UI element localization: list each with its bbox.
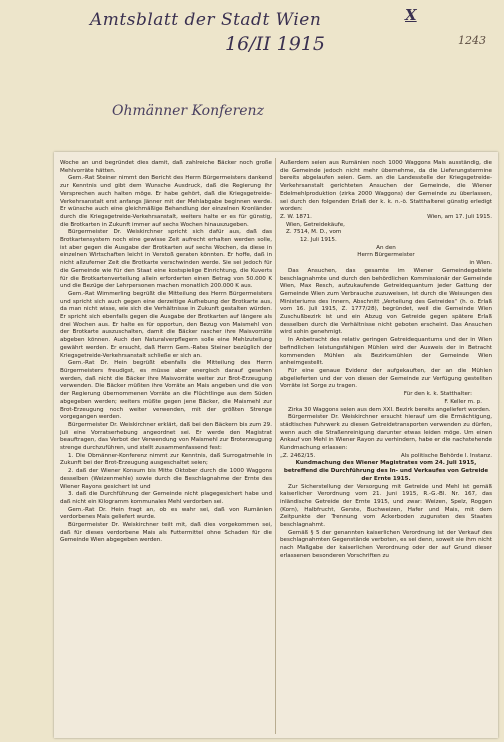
- paragraph: Bürgermeister Dr. Weiskirchner teilt mit, daß dies vorgekommen sei, daß für dieses verdorbene Mais als Futtermittel ohne Schaden für die Gemeinde Wien abgegeben werden.: [60, 522, 272, 544]
- paragraph: Für eine genaue Evidenz der aufgekauften, der an die Mühlen abgelieferten und der von diesen der Gemeinde zur Verfügung gestellten Vorräte ist Sorge zu tragen.: [280, 367, 492, 390]
- paragraph: Woche an und begründet dies damit, daß zahlreiche Bäcker noch große Mehlvorräte hätten.: [60, 160, 272, 174]
- signature-line: Für den k. k. Statthalter:: [403, 391, 472, 398]
- paragraph: Zirka 30 Waggons seien aus dem XXI. Bezirk bereits angeliefert worden.: [288, 406, 491, 413]
- paragraph: Gemäß § 5 der genannten kaiserlichen Verordnung ist der Verkauf des beschlagnahmten Gegenstände verboten, es sei denn, soweit sie ihm nicht nach Maßgabe der kaiserlichen Verordnung oder der auf Grund dieser erlassenen besonderen Vorschriften zu: [280, 529, 492, 559]
- paragraph: Bürgermeister Dr. Weiskirchner erklärt, daß bei den Bäckern bis zum 29. Juli eine Vorratserhebung angeordnet sei. Er werde den Magistrat beauftragen, das Verbot der Verwendung von Maismehl zur Broterzeugung strenge durchzuführen, und stellt zusammenfassend fest:: [60, 421, 272, 452]
- decree-reference-line: [280, 214, 492, 222]
- paragraph: 3. daß die Durchführung der Gemeinde nicht plagegesichert habe und daß nicht ein Kilogramm kommunales Mehl verdorben sei.: [60, 491, 272, 505]
- decree-heading: Wien, Getreidekäufe,: [286, 221, 345, 228]
- decree-number: Z. W. 1871.: [280, 213, 312, 220]
- decree-heading: 12. Juli 1915.: [300, 237, 337, 244]
- column-divider: [275, 158, 276, 734]
- handwritten-subtitle: Ohmänner Konferenz: [112, 103, 264, 119]
- proclamation-title: Kundmachung des Wiener Magistrates vom 24. Juli 1915, betreffend die Durchführung des In- und Verkaufes von Getreide der Ernte 1915.: [283, 460, 489, 482]
- handwritten-roman-numeral: X: [405, 6, 417, 24]
- decree-reference-line: [280, 453, 492, 461]
- handwritten-date: 16/II 1915: [225, 33, 325, 55]
- paragraph: Außerdem seien aus Rumänien noch 1000 Waggons Mais ausständig, die die Gemeinde jedoch nicht mehr übernehme, da die Lieferungstermine bereits abgelaufen seien. Gem. an die Landesstelle der Kriegsgetreide-Verkehrsanstalt gerichteten Ansuchen der Gemeinde, die Wiener Edelmehlproduktion (zirka 2000 Waggons) der Gemeinde zu überlassen, sei durch den folgenden Erlaß der k. k. n.-ö. Statthalterei günstig erledigt worden:: [280, 160, 492, 213]
- paragraph: Bürgermeister Dr. Weiskirchner spricht sich dafür aus, daß das Brotkartensystem noch eine gewisse Zeit aufrecht erhalten werden solle, ist aber gegen die Ausgabe der Brotkarten auf sechs Wochen, da diese in einzelnen Wirtschaften leicht in Verstoß geraten könnten. Er hoffe, daß in nicht allzuferner Zeit die Brotkarte verschwinden werde. Sie sei jedoch für die Gemeinde wie für den Staat eine kostspielige Einrichtung, die Kuverts für die Brotkartenverteilung allein erforderten einen Betrag von 50.000 K und die Bezüge der Lehrpersonen machen monatlich 200.000 K aus.: [60, 229, 272, 290]
- addressee: in Wien.: [469, 260, 492, 267]
- decree-authority: Als politische Behörde I. Instanz.: [400, 452, 492, 459]
- paragraph: In Anbetracht des relativ geringen Getreidequantums und der in Wien befindlichen leistungsfähigen Mühlen wird der Ausweis der in Betracht kommenden Mühlen als Bezirksmühlen der Gemeinde Wien anheimgestellt.: [280, 337, 492, 367]
- paragraph: Gem.-Rat Dr. Hein begrüßt ebenfalls die Mitteilung des Herrn Bürgermeisters freudigst, es müsse aber energisch darauf gesehen werden, daß nicht die Bäcker ihre Maisvorräte weiter zur Brot-Erzeugung verwenden. Die Bäcker müßten ihre Vorräte an Mais angeben und die von der Regierung übernommenen Vorräte an die Flüchtlinge aus dem Süden abgegeben werden; weiters müßte gegen jene Bäcker, die Maismehl zur Brot-Erzeugung noch weiter verwenden, mit der größten Strenge vorgegangen werden.: [60, 360, 272, 421]
- decree-number: „Z. 2462/15.: [280, 452, 316, 459]
- handwritten-page-ref: 1243: [458, 34, 486, 47]
- paragraph: 2. daß der Wiener Konsum bis Mitte Oktober durch die 1000 Waggons desselben (Weizenmehle) sowie durch die Beschlagnahme der Ernte des Wiener Rayons gesichert ist und: [60, 468, 272, 490]
- left-text-column: [60, 160, 272, 732]
- paragraph: Gem.-Rat Dr. Hein fragt an, ob es wahr sei, daß von Rumänien verdorbenes Mais geliefert wurde.: [60, 506, 272, 521]
- signature-name: F. Keller m. p.: [444, 398, 482, 405]
- paragraph: Das Ansuchen, das gesamte im Wiener Gemeindegebiete beschlagnahmte und durch den behördlichen Kommissionär der Gemeinde Wien, Max Resch, aufzukaufende Getreidequantum jeder Gattung der Gemeinde Wien zum Verbrauche zuzuweisen, ist durch die Weisungen des Ministeriums des Innern, Abschnitt „Verteilung des Getreides“ (h. o. Erlaß vom 16. Juli 1915, Z. 1777/28), begründet, weil die Gemeinde Wien Zuschußbezirk ist und ein Abzug von Getreide gegen spätere Erlaß desselben durch die Verhältnisse nicht geboten erscheint. Das Ansuchen wird sohin genehmigt.: [280, 267, 492, 336]
- handwritten-source-title: Amtsblatt der Stadt Wien: [90, 10, 322, 30]
- right-text-column: [280, 160, 492, 732]
- paragraph: Zur Sicherstellung der Versorgung mit Getreide und Mehl ist gemäß kaiserlicher Verordnung vom 21. Juni 1915, R.-G.-Bl. Nr. 167, das inländische Getreide der Ernte 1915, und zwar: Weizen, Spelz, Roggen (Korn), Halbfrucht, Gerste, Buchweizen, Hafer und Mais, mit dem Zeitpunkte der Trennung vom Ackerboden zugunsten des Staates beschlagnahmt.: [280, 483, 492, 529]
- decree-heading: Z. 7514, M. D., vom: [286, 229, 342, 236]
- paragraph: Gem.-Rat Steiner nimmt den Bericht des Herrn Bürgermeisters dankend zur Kenntnis und gibt dem Wunsche Ausdruck, daß die Regierung ihr Versprechen auch halten möge. Er habe gehört, daß die Kriegsgetreide-Verkehrsanstalt erst anfangs Jänner mit der Mehlabgabe beginnen werde. Er wünsche auch eine gleichmäßige Behandlung der einzelnen Kronländer durch die Kriegsgetreide-Verkehrsanstalt, weiters halte er es für günstig, die Brotkarten in Zukunft immer auf sechs Wochen hinauszugeben.: [60, 175, 272, 228]
- paragraph: Gem.-Rat Wimmerling begrüßt die Mitteilung des Herrn Bürgermeisters und spricht sich auch gegen eine derzeitige Aufhebung der Brotkarte aus, da man nicht wisse, wie sich die Verhältnisse in Zukunft gestalten würden. Er spricht sich ebenfalls gegen die Ausgabe der Brotkarten auf längere als drei Wochen aus. Er halte es für opportun, den Bezug von Maismehl von der Brotkarte auszuschalten, damit die Bäcker rascher ihre Maisvorräte abgeben können. Auch den Naturalverpflegern solle eine Mehlzuteilung gewährt werden. Er ersucht, daß Herrn Gem.-Rates Steiner bezüglich der Kriegsgetreide-Verkehrsanstalt schließe er sich an.: [60, 290, 272, 359]
- addressee: Herrn Bürgermeister: [357, 252, 415, 259]
- paragraph: 1. Die Obmänner-Konferenz nimmt zur Kenntnis, daß Surrogatmehle in Zukunft bei der Brot-Erzeugung ausgeschaltet seien;: [60, 452, 272, 467]
- addressee: An den: [376, 244, 396, 251]
- paragraph: Bürgermeister Dr. Weiskirchner ersucht hierauf um die Ermächtigung, städtisches Fuhrwerk zu diesen Getreidetransporten verwenden zu dürfen, wenn auch die Straßenreinigung darunter etwas leiden möge. Um einen Ankauf von Mehl in Wiener Rayon zu verhindern, habe er die nachstehende Kundmachung erlassen:: [280, 414, 492, 452]
- decree-date: Wien, am 17. Juli 1915.: [427, 213, 492, 220]
